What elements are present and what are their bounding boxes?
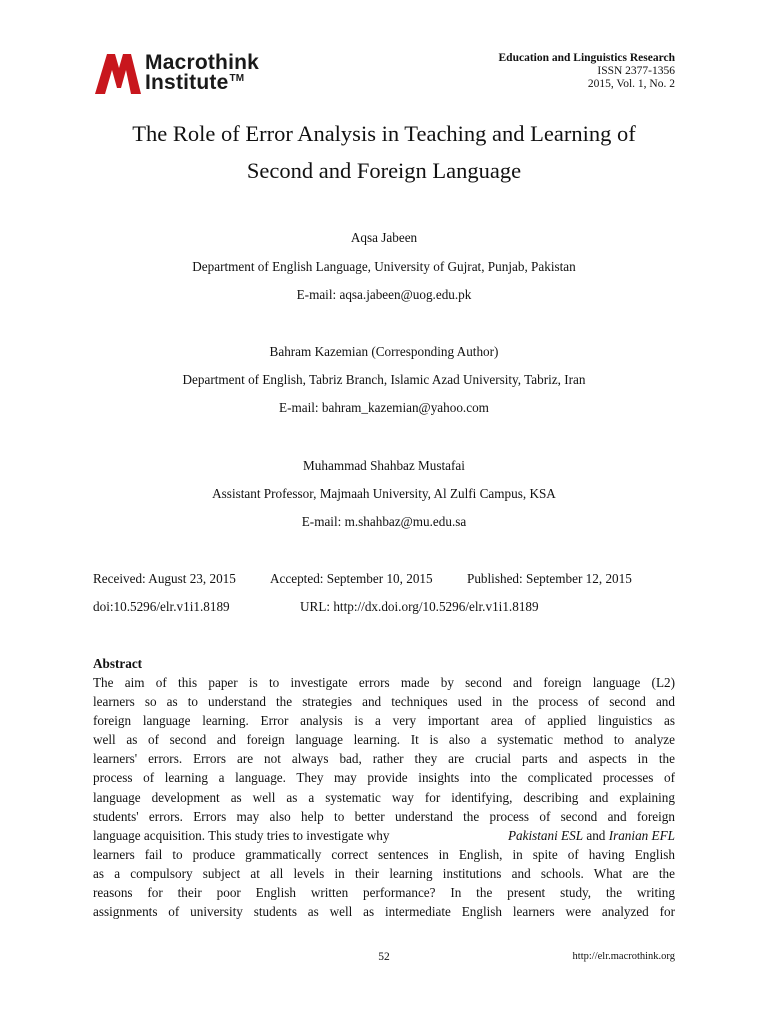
page-number: 52 xyxy=(378,951,390,963)
logo-name-line2 xyxy=(145,71,244,95)
abstract-italic-efl: Iranian EFL xyxy=(608,827,675,843)
abstract-line: students' errors. Errors may also help to better understand the process of second and foreign xyxy=(93,808,675,824)
abstract-italic-esl: Pakistani ESL xyxy=(507,827,584,843)
author-3-email[interactable]: E-mail: m.shahbaz@mu.edu.sa xyxy=(301,514,467,529)
abstract-line: learners' errors. Errors are not always bad, rather they are crucial parts and aspects in the xyxy=(93,751,675,767)
abstract-heading: Abstract xyxy=(93,656,143,671)
abstract-body xyxy=(93,673,675,921)
received-date: Received: August 23, 2015 xyxy=(93,571,236,586)
abstract-line: learners so as to understand the strategies and techniques used in the process of second and xyxy=(93,694,675,710)
abstract-line: as a compulsory subject at all levels in their learning institutions and schools. What are the xyxy=(93,865,675,881)
macrothink-m-logo-icon xyxy=(93,52,143,96)
abstract-line: assignments of university students as well as intermediate English learners were analyzed for xyxy=(93,904,675,920)
abstract-line-prefix: language acquisition. This study tries to investigate why xyxy=(93,827,393,843)
author-2-affiliation: Department of English, Tabriz Branch, Islamic Azad University, Tabriz, Iran xyxy=(182,372,586,387)
doi[interactable]: doi:10.5296/elr.v1i1.8189 xyxy=(93,599,230,614)
abstract-line-mixed xyxy=(93,826,675,845)
abstract-line: process of learning a language. They may provide insights into the complicated processes of xyxy=(93,770,675,786)
doi-url[interactable]: URL: http://dx.doi.org/10.5296/elr.v1i1.8189 xyxy=(300,599,539,614)
journal-name: Education and Linguistics Research xyxy=(498,52,675,64)
abstract-line: foreign language learning. Error analysis is a very important area of applied linguistics as xyxy=(93,713,675,729)
abstract-line: The aim of this paper is to investigate errors made by second and foreign language (L2) xyxy=(93,675,675,690)
abstract-line: well as of second and foreign language learning. It is also a systematic method to analyze xyxy=(93,732,675,748)
journal-issn: ISSN 2377-1356 xyxy=(597,65,675,77)
abstract-line: reasons for their poor English written performance? In the present study, the writing xyxy=(93,885,675,901)
author-1-name: Aqsa Jabeen xyxy=(350,230,418,245)
logo-name-line1: Macrothink xyxy=(145,51,260,74)
abstract-and-word: and xyxy=(583,827,609,843)
footer-url[interactable]: http://elr.macrothink.org xyxy=(572,951,675,962)
published-date: Published: September 12, 2015 xyxy=(467,571,632,586)
author-2-email[interactable]: E-mail: bahram_kazemian@yahoo.com xyxy=(279,400,489,415)
accepted-date: Accepted: September 10, 2015 xyxy=(270,571,433,586)
paper-title-line1: The Role of Error Analysis in Teaching and Learning of xyxy=(132,121,636,146)
abstract-line: learners fail to produce grammatically correct sentences in English, in spite of having English xyxy=(93,846,675,862)
author-1-affiliation: Department of English Language, University of Gujrat, Punjab, Pakistan xyxy=(192,259,576,274)
logo-trademark: TM xyxy=(229,73,245,84)
paper-title-line2: Second and Foreign Language xyxy=(246,158,522,183)
abstract-line: language development as well as a systematic way for identifying, describing and explaining xyxy=(93,789,675,805)
publisher-logo xyxy=(93,52,293,96)
abstract-italic-esl-wrap xyxy=(508,826,675,845)
logo-name-line2-text: Institute xyxy=(145,71,229,94)
journal-volume: 2015, Vol. 1, No. 2 xyxy=(587,78,675,90)
author-3-name: Muhammad Shahbaz Mustafai xyxy=(303,458,465,473)
abstract-line-mixed-text xyxy=(93,826,675,845)
author-1-email[interactable]: E-mail: aqsa.jabeen@uog.edu.pk xyxy=(296,287,472,302)
author-2-name: Bahram Kazemian (Corresponding Author) xyxy=(269,344,499,359)
author-3-affiliation: Assistant Professor, Majmaah University, Al Zulfi Campus, KSA xyxy=(212,486,556,501)
